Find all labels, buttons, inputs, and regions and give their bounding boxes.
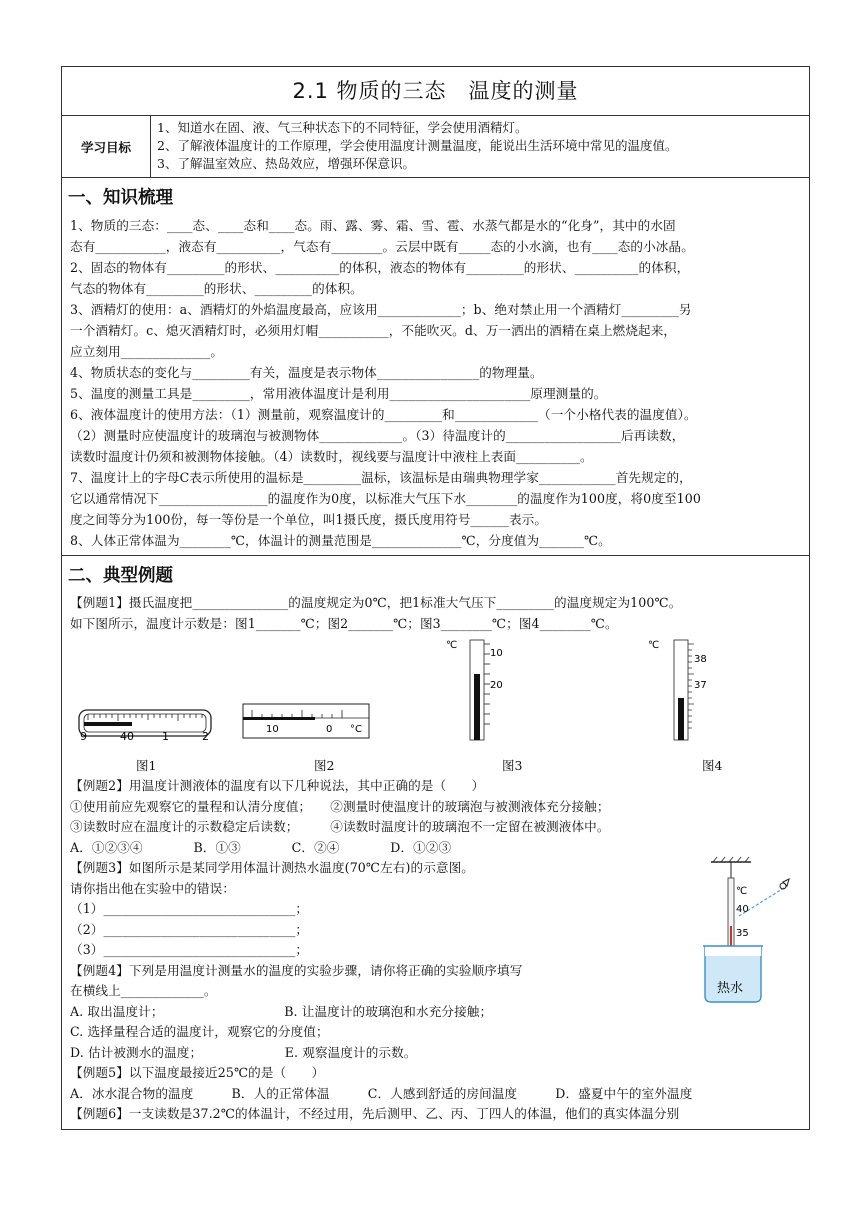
example-5-line: 【例题5】以下温度最接近25℃的是（ ） (70, 1065, 325, 1080)
goal-item: 3、了解温室效应、热岛效应，增强环保意识。 (157, 156, 415, 171)
example-1-line: 【例题1】摄氏温度把_______________的温度规定为0℃，把1标准大气压下_________的温度规定为100℃。 (70, 595, 682, 610)
text-line: 8、人体正常体温为________℃，体温计的测量范围是______________℃，分度值为_______℃。 (70, 533, 611, 548)
hot-water-tick: ℃ (736, 886, 748, 897)
example-3-line: 【例题3】如图所示是某同学用体温计测热水温度(70℃左右)的示意图。 (70, 860, 474, 875)
figure-3-tick: 20 (490, 680, 503, 691)
knowledge-section (62, 178, 809, 556)
example-2-line: ①使用前应先观察它的量程和认清分度值； ②测量时使温度计的玻璃泡与被测液体充分接触； (70, 798, 610, 814)
example-4-line: 在横线上_____________。 (70, 983, 217, 998)
text-line: （2）测量时应使温度计的玻璃泡与被测物体_____________。（3）待温度计的__________________后再读数， (70, 428, 685, 443)
text-line: 它以通常情况下_________________的温度作为0度，以标准大气压下水________的温度作为100度，将0度至100 (70, 491, 702, 506)
figure-caption: 图1 (136, 758, 157, 773)
learning-goals (62, 116, 809, 178)
page-title: 2.1 物质的三态 温度的测量 (62, 67, 809, 116)
example-6-line: 【例题6】一支读数是37.2℃的体温计，不经过用，先后测甲、乙、丙、丁四人的体温，他们的真实体温分别 (70, 1106, 680, 1121)
example-4-line: A. 取出温度计； B. 让温度计的玻璃泡和水充分接触； (70, 1003, 493, 1019)
figure-3-tick: 10 (490, 648, 503, 659)
figure-2-thermometer (242, 702, 372, 742)
text-line: 度之间等分为100份，每一等份是一个单位，叫1摄氏度，摄氏度用符号______表示。 (70, 512, 548, 527)
figure-1-thermometer (76, 704, 216, 744)
figure-2-tick: 10 (266, 724, 279, 735)
text-line: 读数时温度计仍须和被测物体接触。（4）读数时，视线要与温度计中液柱上表面__________。 (70, 449, 593, 464)
text-line: 3、酒精灯的使用：a、酒精灯的外焰温度最高，应该用_____________；b、绝对禁止用一个酒精灯_________另 (70, 302, 692, 317)
figure-1-tick: 1 (162, 730, 169, 743)
example-3-line: （2）______________________________； (70, 921, 309, 937)
example-2-line: ③读数时应在温度计的示数稳定后读数； ④读数时温度计的玻璃泡不一定留在被测液体中。 (70, 819, 610, 834)
figure-2-tick: °C (350, 724, 362, 735)
text-line: 5、温度的测量工具是_________，常用液体温度计是利用______________________原理测量的。 (70, 386, 607, 401)
example-4-line: C. 选择量程合适的温度计，观察它的分度值； (70, 1024, 329, 1039)
hot-water-tick: 40 (736, 904, 749, 915)
text-line: 一个酒精灯。c、熄灭酒精灯时，必须用灯帽___________，不能吹灭。d、万一洒出的酒精在桌上燃烧起来， (70, 323, 677, 338)
examples-section (62, 556, 809, 1129)
text-line: 1、物质的三态：____态、____态和____态。雨、露、雾、霜、雪、雹、水蒸气都是水的“化身”，其中的水固 (70, 218, 676, 233)
figure-4-tick: ℃ (648, 640, 660, 651)
figure-2-tick: 0 (326, 724, 333, 735)
example-5-line: A．冰水混合物的温度 B．人的正常体温 C．人感到舒适的房间温度 D．盛夏中午的室外温度 (70, 1085, 693, 1101)
goals-label: 学习目标 (62, 116, 151, 177)
figure-1-tick: 9 (80, 730, 87, 743)
goal-item: 1、知道水在固、液、气三种状态下的不同特征，学会使用酒精灯。 (157, 120, 528, 135)
example-3-line: （3）______________________________； (70, 942, 309, 957)
example-4-line: 【例题4】下列是用温度计测量水的温度的实验步骤，请你将正确的实验顺序填写 (70, 962, 523, 978)
example-2-line: 【例题2】用温度计测液体的温度有以下几种说法，其中正确的是（ ） (70, 778, 485, 793)
figure-3-tick: ℃ (446, 640, 458, 651)
text-line: 2、固态的物体有_________的形状、__________的体积，液态的物体有_________的形状、__________的体积， (70, 260, 690, 275)
example-3-line: （1）______________________________； (70, 901, 309, 916)
figure-1-tick: 2 (202, 730, 209, 743)
figure-4-tick: 38 (694, 654, 707, 665)
thermometer-figures (70, 634, 801, 776)
text-line: 4、物质状态的变化与_________有关，温度是表示物体________________的物理量。 (70, 365, 543, 380)
worksheet (61, 66, 810, 1130)
example-1-line: 如下图所示，温度计示数是：图1_______℃；图2_______℃；图3________℃；图4________℃。 (70, 615, 618, 631)
hot-water-label: 热水 (717, 981, 744, 996)
goal-item: 2、了解液体温度计的工作原理，学会使用温度计测量温度，能说出生活环境中常见的温度值。 (157, 138, 678, 153)
section-heading: 一、知识梳理 (68, 188, 173, 208)
section-heading: 二、典型例题 (68, 566, 173, 586)
example-2-line: A．①②③④ B．①③ C．②④ D．①②③ (70, 839, 452, 855)
figure-1-tick: 40 (120, 730, 134, 743)
text-line: 7、温度计上的字母C表示所使用的温标是_________温标，该温标是由瑞典物理学家____________首先规定的， (70, 470, 692, 485)
text-line: 6、液体温度计的使用方法：（1）测量前，观察温度计的_________和_____________（一个小格代表的温度值）。 (70, 407, 697, 422)
figure-4-tick: 37 (694, 680, 707, 691)
text-line: 气态的物体有_________的形状、_________的体积。 (70, 281, 363, 296)
example-3-line: 请你指出他在实验中的错误： (70, 880, 236, 896)
text-line: 态有___________，液态有__________，气态有________。云层中既有_____态的小水滴，也有____态的小冰晶。 (70, 239, 694, 254)
figure-3-thermometer (446, 638, 503, 742)
example-4-line: D. 估计被测水的温度； E. 观察温度计的示数。 (70, 1044, 417, 1060)
figure-caption: 图4 (702, 758, 723, 773)
text-line: 应立刻用______________。 (70, 344, 224, 359)
hot-water-beaker-figure (699, 856, 795, 1006)
figure-caption: 图2 (314, 758, 335, 773)
figure-4-thermometer (648, 638, 708, 742)
hot-water-tick: 35 (736, 928, 749, 939)
figure-caption: 图3 (502, 758, 523, 773)
